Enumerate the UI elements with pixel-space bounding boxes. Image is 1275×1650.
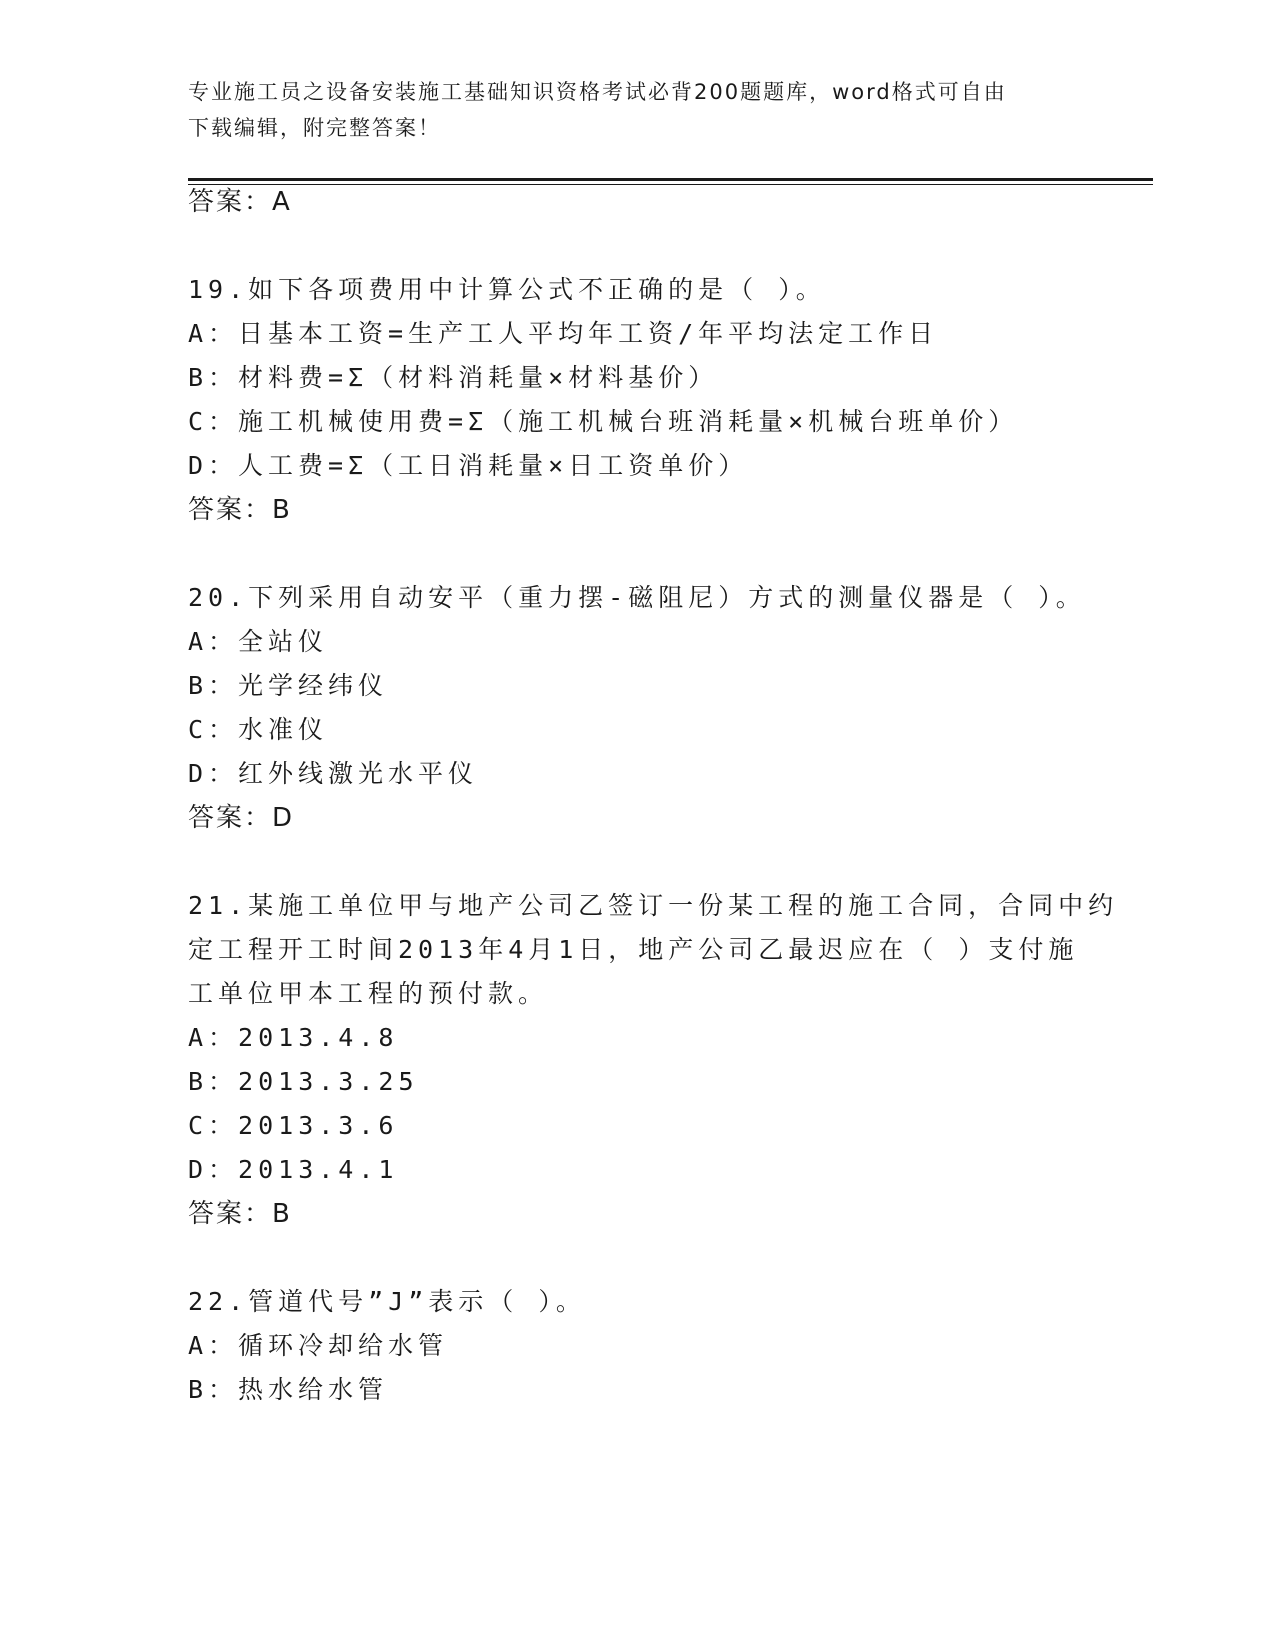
question-20-stem: 20.下列采用自动安平（重力摆-磁阻尼）方式的测量仪器是（ ）。	[188, 583, 1086, 612]
question-21-option-b: B：2013.3.25	[188, 1067, 419, 1096]
question-19-option-a: A：日基本工资=生产工人平均年工资/年平均法定工作日	[188, 319, 939, 348]
question-22-option-a: A：循环冷却给水管	[188, 1331, 449, 1360]
question-21-stem-line-1: 21.某施工单位甲与地产公司乙签订一份某工程的施工合同，合同中约	[188, 891, 1119, 920]
question-22-option-b: B：热水给水管	[188, 1375, 389, 1404]
question-20-option-b: B：光学经纬仪	[188, 671, 389, 700]
question-20-answer: 答案：D	[188, 803, 295, 833]
question-19-option-b: B：材料费=Σ（材料消耗量×材料基价）	[188, 363, 719, 392]
header-divider-thick	[188, 178, 1153, 181]
question-20-option-c: C：水准仪	[188, 715, 329, 744]
question-21-option-a: A：2013.4.8	[188, 1023, 399, 1052]
question-19-answer: 答案：B	[188, 495, 292, 525]
header-line-1: 专业施工员之设备安装施工基础知识资格考试必背200题题库，word格式可自由	[188, 80, 1007, 104]
question-21-stem-line-3: 工单位甲本工程的预付款。	[188, 979, 549, 1008]
header-line-2: 下载编辑，附完整答案！	[188, 116, 441, 140]
question-19-stem: 19.如下各项费用中计算公式不正确的是（ ）。	[188, 275, 826, 304]
question-19-option-c: C：施工机械使用费=Σ（施工机械台班消耗量×机械台班单价）	[188, 407, 1019, 436]
question-22-stem: 22.管道代号”J”表示（ ）。	[188, 1287, 586, 1316]
question-21-answer: 答案：B	[188, 1199, 292, 1229]
question-21-option-d: D：2013.4.1	[188, 1155, 399, 1184]
question-20-option-d: D：红外线激光水平仪	[188, 759, 479, 788]
previous-answer: 答案：A	[188, 187, 292, 217]
question-19-option-d: D：人工费=Σ（工日消耗量×日工资单价）	[188, 451, 749, 480]
document-header	[188, 74, 1068, 146]
question-21-option-c: C：2013.3.6	[188, 1111, 399, 1140]
question-21-stem-line-2: 定工程开工时间2013年4月1日，地产公司乙最迟应在（ ）支付施	[188, 935, 1079, 964]
header-divider-thin	[188, 184, 1153, 185]
question-20-option-a: A：全站仪	[188, 627, 329, 656]
